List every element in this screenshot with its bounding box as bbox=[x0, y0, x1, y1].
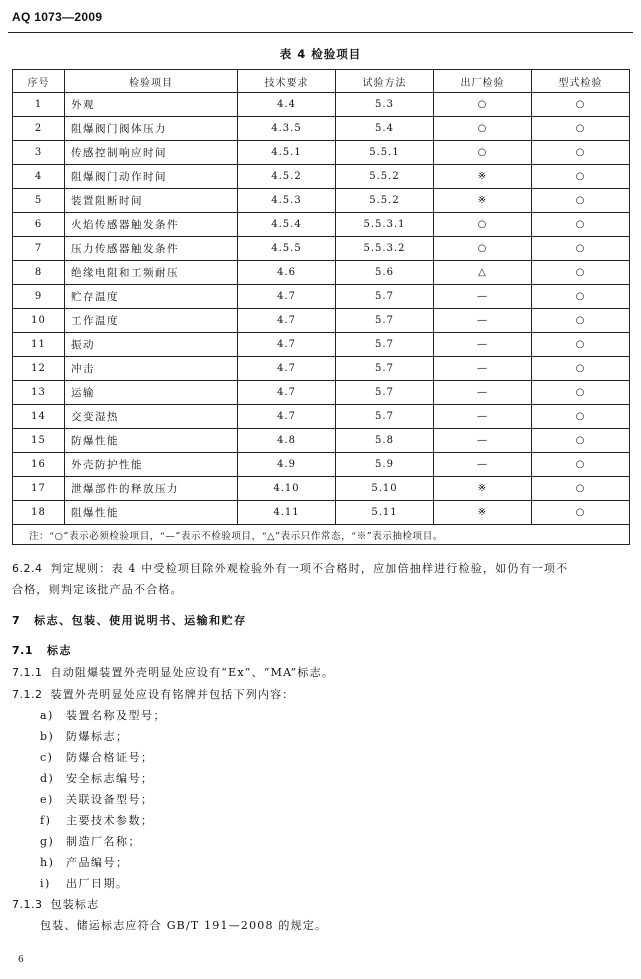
factory-test-mark: — bbox=[434, 453, 532, 477]
list-item-label: e) bbox=[40, 793, 54, 806]
list-item-label: a) bbox=[40, 709, 54, 722]
row-number: 6 bbox=[13, 213, 65, 237]
row-number: 11 bbox=[13, 333, 65, 357]
type-test-mark: ○ bbox=[532, 453, 630, 477]
row-number: 16 bbox=[13, 453, 65, 477]
row-number: 10 bbox=[13, 309, 65, 333]
row-number: 14 bbox=[13, 405, 65, 429]
type-test-mark: ○ bbox=[532, 357, 630, 381]
clause-7-1-2 bbox=[12, 686, 295, 702]
list-item-text: 安全标志编号； bbox=[66, 772, 154, 785]
table-row bbox=[13, 93, 630, 117]
row-number: 3 bbox=[13, 141, 65, 165]
inspection-item: 火焰传感器触发条件 bbox=[65, 213, 238, 237]
factory-test-mark: ※ bbox=[434, 477, 532, 501]
list-item-label: b) bbox=[40, 730, 55, 743]
type-test-mark: ○ bbox=[532, 165, 630, 189]
factory-test-mark: — bbox=[434, 357, 532, 381]
section-7-heading bbox=[12, 612, 247, 628]
section-number: 7.1 bbox=[12, 644, 33, 657]
table-row bbox=[13, 117, 630, 141]
header-rule bbox=[8, 32, 633, 33]
test-method: 5.5.2 bbox=[336, 189, 434, 213]
test-method: 5.7 bbox=[336, 285, 434, 309]
clause-text: 自动阻爆装置外壳明显处应设有“Ex”、“MA”标志。 bbox=[50, 666, 335, 679]
factory-test-mark: ○ bbox=[434, 117, 532, 141]
clause-number: 6.2.4 bbox=[12, 562, 43, 575]
factory-test-mark: ※ bbox=[434, 165, 532, 189]
inspection-item: 振动 bbox=[65, 333, 238, 357]
list-item-label: i) bbox=[40, 877, 51, 890]
type-test-mark: ○ bbox=[532, 381, 630, 405]
table-row bbox=[13, 141, 630, 165]
row-number: 5 bbox=[13, 189, 65, 213]
table-row bbox=[13, 501, 630, 525]
row-number: 7 bbox=[13, 237, 65, 261]
type-test-mark: ○ bbox=[532, 189, 630, 213]
clause-number: 7.1.2 bbox=[12, 688, 43, 701]
table-header-row bbox=[13, 70, 630, 93]
list-item-text: 制造厂名称； bbox=[66, 835, 141, 848]
test-method: 5.4 bbox=[336, 117, 434, 141]
inspection-item: 装置阻断时间 bbox=[65, 189, 238, 213]
list-item bbox=[40, 875, 129, 891]
row-number: 15 bbox=[13, 429, 65, 453]
test-method: 5.3 bbox=[336, 93, 434, 117]
inspection-item: 阻爆性能 bbox=[65, 501, 238, 525]
factory-test-mark: — bbox=[434, 381, 532, 405]
inspection-item: 贮存温度 bbox=[65, 285, 238, 309]
tech-requirement: 4.11 bbox=[238, 501, 336, 525]
inspection-item: 阻爆阀门动作时间 bbox=[65, 165, 238, 189]
list-item bbox=[40, 791, 154, 807]
row-number: 4 bbox=[13, 165, 65, 189]
col-header-test-method: 试验方法 bbox=[336, 70, 434, 93]
type-test-mark: ○ bbox=[532, 285, 630, 309]
inspection-item: 外壳防护性能 bbox=[65, 453, 238, 477]
row-number: 13 bbox=[13, 381, 65, 405]
factory-test-mark: — bbox=[434, 309, 532, 333]
list-item-text: 关联设备型号； bbox=[66, 793, 154, 806]
list-item-label: d) bbox=[40, 772, 55, 785]
table-row bbox=[13, 405, 630, 429]
table-row bbox=[13, 309, 630, 333]
section-number: 7 bbox=[12, 614, 21, 627]
inspection-item: 外观 bbox=[65, 93, 238, 117]
table-note: 注：“○”表示必须检验项目，“—”表示不检验项目，“△”表示只作常态，“※”表示抽检项目。 bbox=[13, 525, 630, 545]
inspection-item: 传感控制响应时间 bbox=[65, 141, 238, 165]
test-method: 5.7 bbox=[336, 405, 434, 429]
table-row bbox=[13, 477, 630, 501]
list-item bbox=[40, 749, 154, 765]
type-test-mark: ○ bbox=[532, 405, 630, 429]
type-test-mark: ○ bbox=[532, 501, 630, 525]
type-test-mark: ○ bbox=[532, 213, 630, 237]
type-test-mark: ○ bbox=[532, 261, 630, 285]
test-method: 5.11 bbox=[336, 501, 434, 525]
table-caption: 表 4 检验项目 bbox=[279, 47, 362, 61]
factory-test-mark: ○ bbox=[434, 213, 532, 237]
type-test-mark: ○ bbox=[532, 93, 630, 117]
table-row bbox=[13, 213, 630, 237]
tech-requirement: 4.7 bbox=[238, 357, 336, 381]
tech-requirement: 4.5.5 bbox=[238, 237, 336, 261]
tech-requirement: 4.4 bbox=[238, 93, 336, 117]
factory-test-mark: ○ bbox=[434, 93, 532, 117]
list-item bbox=[40, 833, 141, 849]
type-test-mark: ○ bbox=[532, 141, 630, 165]
clause-7-1-1 bbox=[12, 664, 334, 680]
list-item bbox=[40, 854, 129, 870]
list-item-label: c) bbox=[40, 751, 54, 764]
list-item bbox=[40, 770, 154, 786]
table-row bbox=[13, 333, 630, 357]
tech-requirement: 4.10 bbox=[238, 477, 336, 501]
tech-requirement: 4.5.4 bbox=[238, 213, 336, 237]
type-test-mark: ○ bbox=[532, 477, 630, 501]
tech-requirement: 4.8 bbox=[238, 429, 336, 453]
list-item-text: 产品编号； bbox=[66, 856, 129, 869]
tech-requirement: 4.7 bbox=[238, 309, 336, 333]
test-method: 5.7 bbox=[336, 309, 434, 333]
list-item-text: 防爆合格证号； bbox=[66, 751, 154, 764]
table-row bbox=[13, 237, 630, 261]
clause-text-line1: 判定规则：表 4 中受检项目除外观检验外有一项不合格时，应加倍抽样进行检验，如仍有一项不 bbox=[50, 562, 569, 575]
inspection-item: 绝缘电阻和工频耐压 bbox=[65, 261, 238, 285]
tech-requirement: 4.7 bbox=[238, 405, 336, 429]
col-header-tech-req: 技术要求 bbox=[238, 70, 336, 93]
list-item-label: g) bbox=[40, 835, 55, 848]
tech-requirement: 4.7 bbox=[238, 285, 336, 309]
test-method: 5.7 bbox=[336, 381, 434, 405]
section-title: 标志、包装、使用说明书、运输和贮存 bbox=[34, 614, 247, 627]
test-method: 5.5.3.1 bbox=[336, 213, 434, 237]
factory-test-mark: — bbox=[434, 405, 532, 429]
clause-text: 装置外壳明显处应设有铭牌并包括下列内容： bbox=[50, 688, 295, 701]
tech-requirement: 4.7 bbox=[238, 333, 336, 357]
list-item-label: h) bbox=[40, 856, 55, 869]
list-item-text: 出厂日期。 bbox=[66, 877, 129, 890]
row-number: 17 bbox=[13, 477, 65, 501]
type-test-mark: ○ bbox=[532, 333, 630, 357]
test-method: 5.5.2 bbox=[336, 165, 434, 189]
factory-test-mark: — bbox=[434, 429, 532, 453]
factory-test-mark: ※ bbox=[434, 189, 532, 213]
list-item bbox=[40, 812, 154, 828]
test-method: 5.5.1 bbox=[336, 141, 434, 165]
table-row bbox=[13, 357, 630, 381]
inspection-table bbox=[12, 69, 630, 545]
clause-6-2-4 bbox=[12, 560, 568, 576]
test-method: 5.9 bbox=[336, 453, 434, 477]
type-test-mark: ○ bbox=[532, 117, 630, 141]
table-note-row bbox=[13, 525, 630, 545]
col-header-no: 序号 bbox=[13, 70, 65, 93]
table-row bbox=[13, 189, 630, 213]
tech-requirement: 4.9 bbox=[238, 453, 336, 477]
inspection-item: 阻爆阀门阀体压力 bbox=[65, 117, 238, 141]
type-test-mark: ○ bbox=[532, 309, 630, 333]
test-method: 5.10 bbox=[336, 477, 434, 501]
table-row bbox=[13, 261, 630, 285]
table-row bbox=[13, 381, 630, 405]
type-test-mark: ○ bbox=[532, 429, 630, 453]
factory-test-mark: ※ bbox=[434, 501, 532, 525]
clause-6-2-4-line2: 合格，则判定该批产品不合格。 bbox=[12, 583, 183, 596]
type-test-mark: ○ bbox=[532, 237, 630, 261]
table-row bbox=[13, 429, 630, 453]
row-number: 12 bbox=[13, 357, 65, 381]
inspection-item: 泄爆部件的释放压力 bbox=[65, 477, 238, 501]
list-item-text: 装置名称及型号； bbox=[66, 709, 166, 722]
inspection-item: 交变湿热 bbox=[65, 405, 238, 429]
factory-test-mark: ○ bbox=[434, 237, 532, 261]
page-number: 6 bbox=[18, 955, 24, 965]
tech-requirement: 4.5.2 bbox=[238, 165, 336, 189]
clause-7-1-3-text: 包装、储运标志应符合 GB/T 191—2008 的规定。 bbox=[40, 919, 328, 932]
list-item bbox=[40, 728, 129, 744]
tech-requirement: 4.6 bbox=[238, 261, 336, 285]
standard-code: AQ 1073—2009 bbox=[12, 10, 103, 24]
clause-7-1-3 bbox=[12, 896, 99, 912]
clause-title: 包装标志 bbox=[50, 898, 100, 911]
section-title: 标志 bbox=[47, 644, 72, 657]
row-number: 1 bbox=[13, 93, 65, 117]
col-header-type-test: 型式检验 bbox=[532, 70, 630, 93]
tech-requirement: 4.5.3 bbox=[238, 189, 336, 213]
list-item bbox=[40, 707, 166, 723]
col-header-item: 检验项目 bbox=[65, 70, 238, 93]
inspection-item: 工作温度 bbox=[65, 309, 238, 333]
test-method: 5.8 bbox=[336, 429, 434, 453]
list-item-label: f) bbox=[40, 814, 52, 827]
tech-requirement: 4.5.1 bbox=[238, 141, 336, 165]
test-method: 5.5.3.2 bbox=[336, 237, 434, 261]
row-number: 2 bbox=[13, 117, 65, 141]
row-number: 9 bbox=[13, 285, 65, 309]
table-row bbox=[13, 165, 630, 189]
factory-test-mark: — bbox=[434, 333, 532, 357]
col-header-factory-test: 出厂检验 bbox=[434, 70, 532, 93]
test-method: 5.7 bbox=[336, 357, 434, 381]
table-row bbox=[13, 453, 630, 477]
inspection-item: 运输 bbox=[65, 381, 238, 405]
clause-number: 7.1.3 bbox=[12, 898, 43, 911]
list-item-text: 主要技术参数； bbox=[66, 814, 154, 827]
tech-requirement: 4.3.5 bbox=[238, 117, 336, 141]
test-method: 5.7 bbox=[336, 333, 434, 357]
test-method: 5.6 bbox=[336, 261, 434, 285]
list-item-text: 防爆标志； bbox=[66, 730, 129, 743]
tech-requirement: 4.7 bbox=[238, 381, 336, 405]
inspection-item: 冲击 bbox=[65, 357, 238, 381]
factory-test-mark: ○ bbox=[434, 141, 532, 165]
section-7-1-heading bbox=[12, 642, 72, 658]
inspection-item: 压力传感器触发条件 bbox=[65, 237, 238, 261]
factory-test-mark: △ bbox=[434, 261, 532, 285]
factory-test-mark: — bbox=[434, 285, 532, 309]
row-number: 18 bbox=[13, 501, 65, 525]
clause-number: 7.1.1 bbox=[12, 666, 43, 679]
row-number: 8 bbox=[13, 261, 65, 285]
table-row bbox=[13, 285, 630, 309]
inspection-item: 防爆性能 bbox=[65, 429, 238, 453]
